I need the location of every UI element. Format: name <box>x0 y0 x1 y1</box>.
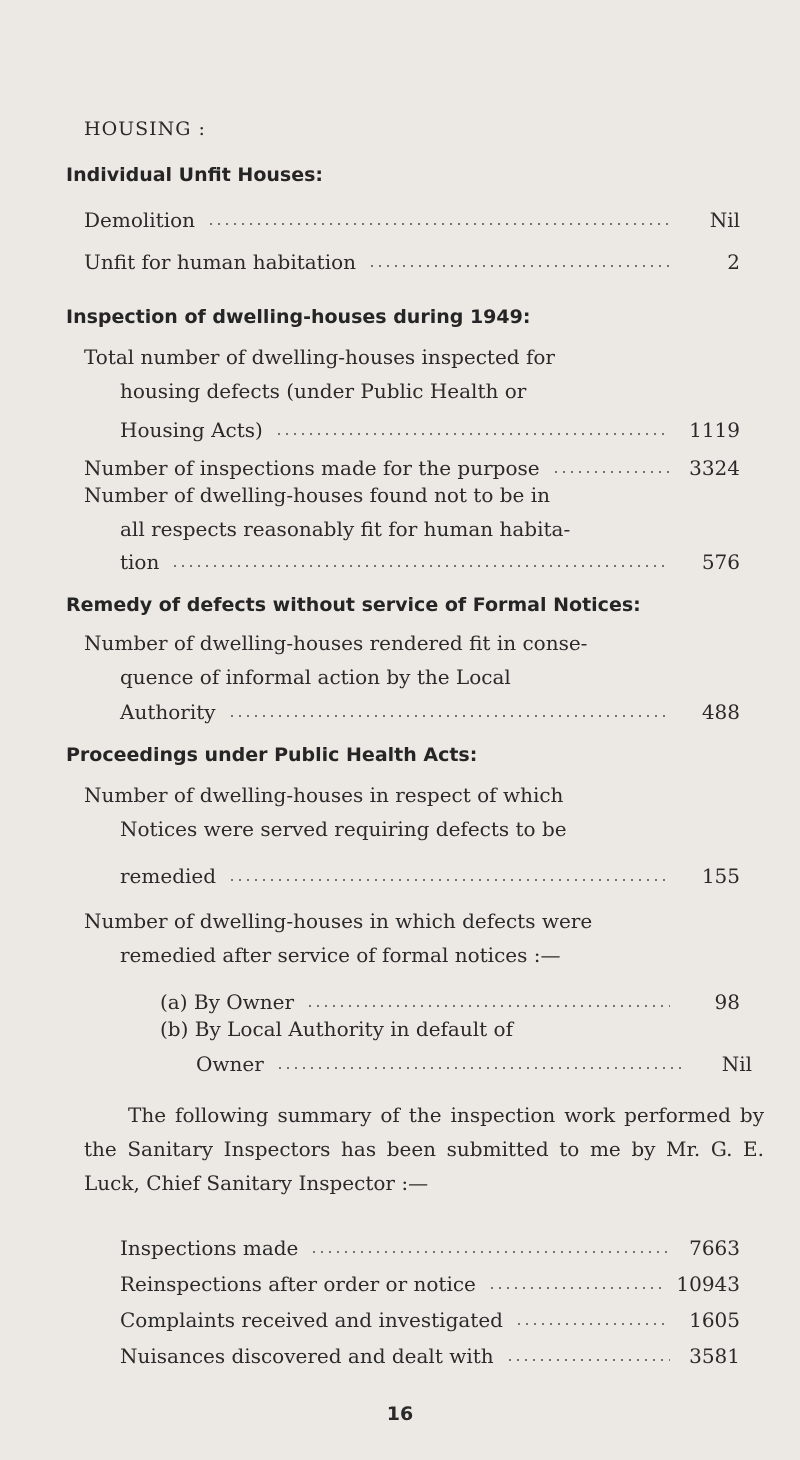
page-number: 16 <box>386 1403 414 1425</box>
row-value: 3581 <box>689 1344 740 1368</box>
line: Total number of dwelling-houses inspected for <box>84 345 555 369</box>
row-label: (a) By Owner <box>160 990 295 1014</box>
inspection-item3-row <box>120 540 740 574</box>
leader-dots <box>552 471 670 473</box>
row-label: Complaints received and investigated <box>120 1308 503 1332</box>
row-value: Nil <box>709 208 740 232</box>
section-title-proceedings: Proceedings under Public Health Acts: <box>66 744 478 766</box>
proceedings-item1-text <box>84 778 644 846</box>
row-unfit <box>84 240 740 274</box>
inspection-item1-text <box>84 340 644 408</box>
row-value: 10943 <box>676 1272 740 1296</box>
row-value: 1605 <box>689 1308 740 1332</box>
row-label: Nuisances discovered and dealt with <box>120 1344 494 1368</box>
inspection-item1-row <box>120 408 740 442</box>
leader-dots <box>171 565 670 567</box>
leader-dots <box>515 1323 670 1325</box>
row-value: 98 <box>714 990 740 1014</box>
row-label: tion <box>120 550 160 574</box>
summary-row-complaints <box>120 1298 740 1332</box>
proceedings-item2-text <box>84 904 664 972</box>
leader-dots <box>228 879 670 881</box>
row-value: Nil <box>721 1052 752 1076</box>
row-value: 2 <box>727 250 740 274</box>
row-label: Reinspections after order or notice <box>120 1272 476 1296</box>
row-label: Owner <box>196 1052 264 1076</box>
line: Number of dwelling-houses found not to be in <box>84 483 551 507</box>
section-title-individual: Individual Unfit Houses: <box>66 164 324 186</box>
remedy-item1-row <box>120 690 740 724</box>
line: housing defects (under Public Health or <box>120 379 527 403</box>
summary-row-nuisances <box>120 1334 740 1368</box>
row-label: Housing Acts) <box>120 418 263 442</box>
leader-dots <box>228 715 670 717</box>
proceedings-sub-b-text <box>160 1012 660 1046</box>
row-label: Number of inspections made for the purpose <box>84 456 540 480</box>
row-value: 488 <box>701 700 740 724</box>
row-label: remedied <box>120 864 217 888</box>
page-heading: HOUSING : <box>84 118 206 140</box>
line: Number of dwelling-houses rendered fit in conse- <box>84 631 588 655</box>
row-label: Inspections made <box>120 1236 299 1260</box>
summary-row-reinspections <box>120 1262 740 1296</box>
row-label: Unfit for human habitation <box>84 250 357 274</box>
row-demolition <box>84 198 740 232</box>
leader-dots <box>368 265 670 267</box>
row-value: 155 <box>701 864 740 888</box>
row-value: 1119 <box>689 418 740 442</box>
proceedings-sub-a-row <box>160 980 740 1014</box>
section-title-inspection: Inspection of dwelling-houses during 1949: <box>66 306 531 328</box>
leader-dots <box>310 1251 670 1253</box>
inspection-item2-row <box>84 446 740 480</box>
remedy-item1-text <box>84 626 644 694</box>
line: Notices were served requiring defects to be <box>120 817 567 841</box>
inspection-item3-text <box>84 478 644 546</box>
leader-dots <box>506 1359 670 1361</box>
summary-row-inspections <box>120 1226 740 1260</box>
line: quence of informal action by the Local <box>120 665 511 689</box>
line: remedied after service of formal notices :— <box>120 943 561 967</box>
row-label: Demolition <box>84 208 196 232</box>
leader-dots <box>306 1005 670 1007</box>
proceedings-item1-row <box>120 854 740 888</box>
leader-dots <box>207 223 670 225</box>
line: Number of dwelling-houses in respect of which <box>84 783 564 807</box>
leader-dots <box>488 1287 666 1289</box>
row-value: 3324 <box>689 456 740 480</box>
row-value: 576 <box>701 550 740 574</box>
proceedings-sub-b-row <box>196 1042 752 1076</box>
line: all respects reasonably fit for human habita- <box>120 517 571 541</box>
line: Number of dwelling-houses in which defects were <box>84 909 593 933</box>
leader-dots <box>276 1067 682 1069</box>
line: (b) By Local Authority in default of <box>160 1017 513 1041</box>
row-value: 7663 <box>689 1236 740 1260</box>
row-label: Authority <box>120 700 216 724</box>
summary-paragraph: The following summary of the inspection work performed by the Sanitary Inspectors has been submitted to me by Mr. G. E. Luck, Chief Sanitary Inspector :— <box>84 1103 764 1195</box>
leader-dots <box>275 433 670 435</box>
section-title-remedy: Remedy of defects without service of Formal Notices: <box>66 594 641 616</box>
